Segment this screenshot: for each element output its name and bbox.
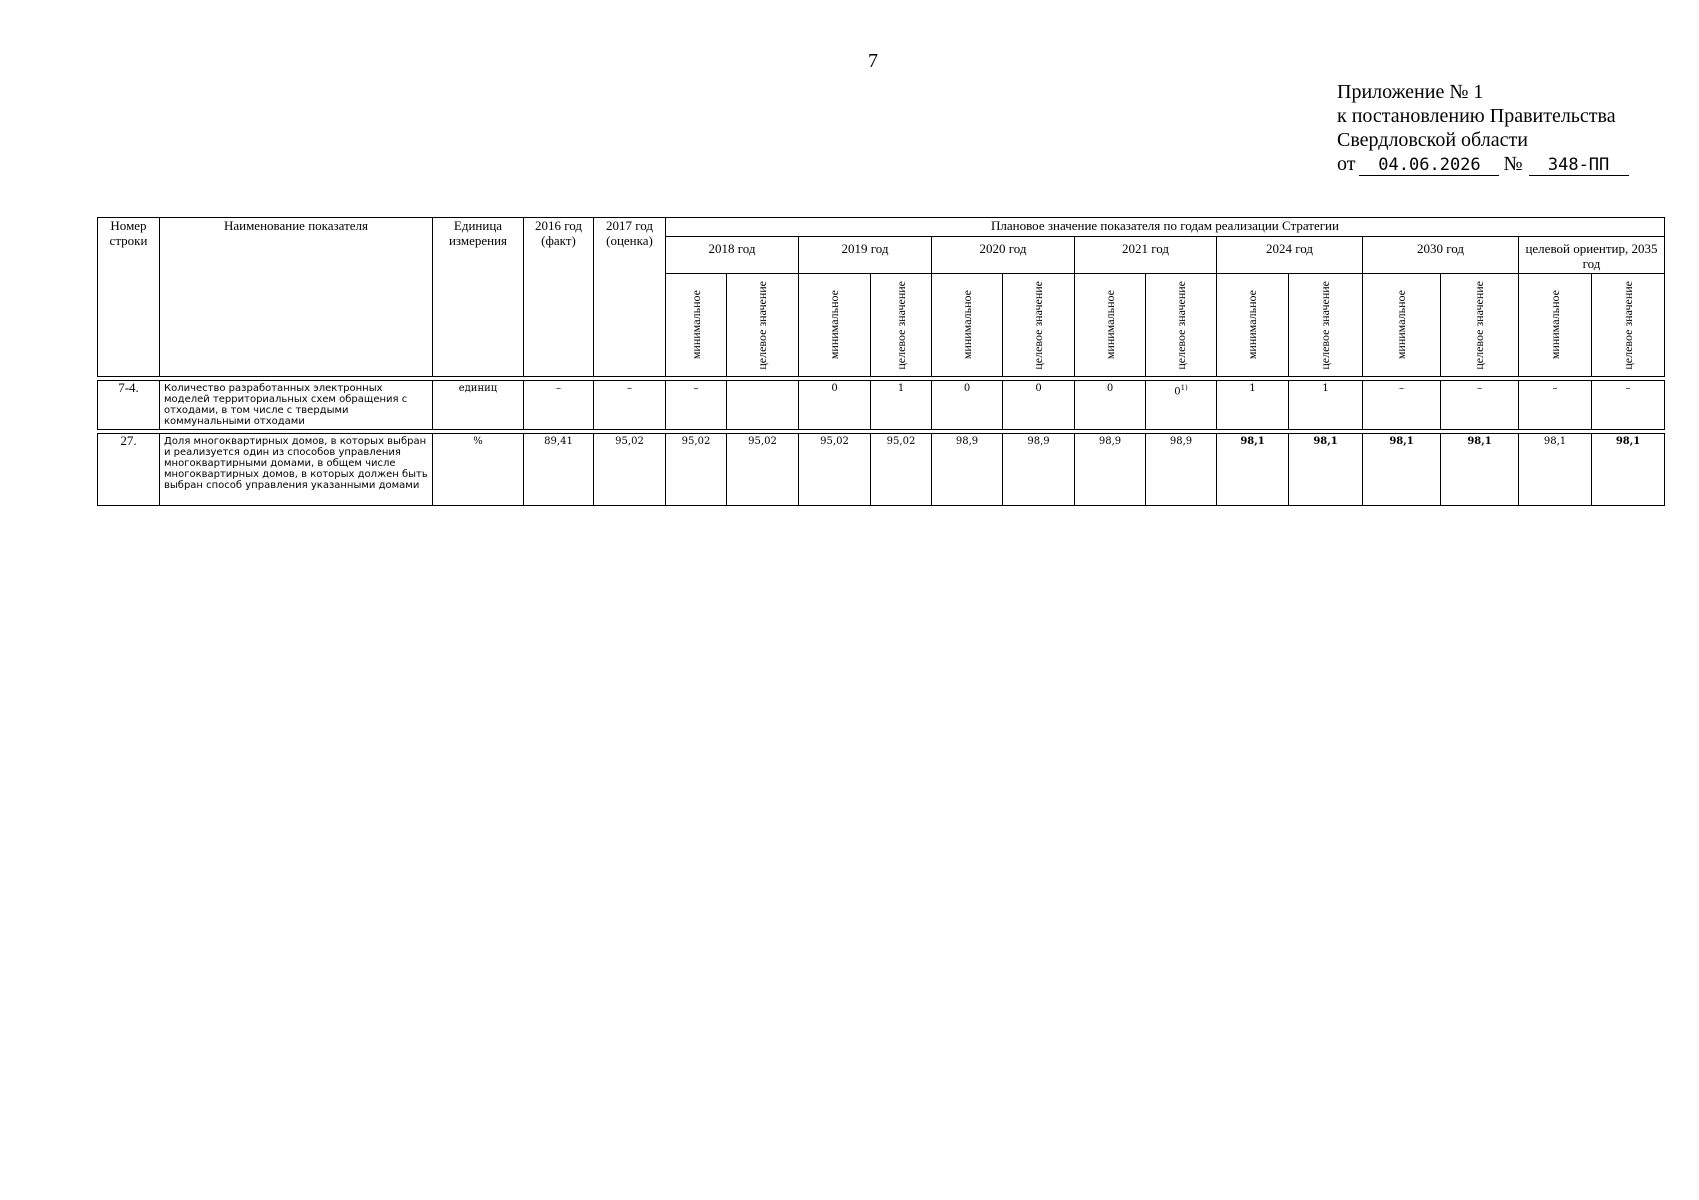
header-year-2020: 2020 год xyxy=(932,237,1075,274)
value-cell: 98,1 xyxy=(1441,434,1519,506)
table-row xyxy=(98,434,1665,506)
value-cell: 98,9 xyxy=(1075,434,1146,506)
value-cell: 0 xyxy=(1075,381,1146,430)
header-row-number: Номер строки xyxy=(98,218,160,377)
subheader-target: целевое значение xyxy=(1146,274,1217,377)
value-cell: 95,02 xyxy=(666,434,727,506)
indicator-name: Количество разработанных электронных моделей территориальных схем обращения с отходами, в том числе с твердыми коммунальными отходами xyxy=(160,381,433,430)
value-cell: 98,1 xyxy=(1519,434,1592,506)
value-cell-with-footnote: 0$^{1)}$ xyxy=(1146,381,1217,430)
header-year-2021: 2021 год xyxy=(1075,237,1217,274)
subheader-min: минимальное xyxy=(1363,274,1441,377)
row-number: 7-4. xyxy=(98,381,160,430)
value-cell: – xyxy=(1519,381,1592,430)
value-cell: 95,02 xyxy=(727,434,799,506)
date-prefix: от xyxy=(1337,153,1356,175)
value-cell: 98,1 xyxy=(1592,434,1665,506)
value-cell: 98,9 xyxy=(1146,434,1217,506)
row-number: 27. xyxy=(98,434,160,506)
number-prefix: № xyxy=(1503,153,1523,175)
appendix-date-line xyxy=(1337,152,1629,176)
value-cell: 98,1 xyxy=(1217,434,1289,506)
value-cell: 98,9 xyxy=(1003,434,1075,506)
appendix-title: Приложение № 1 xyxy=(1337,81,1484,103)
header-2016: 2016 год (факт) xyxy=(524,218,594,377)
indicator-name: Доля многоквартирных домов, в которых выбран и реализуется один из способов управления многоквартирными домами, в общем числе многоквартирных домов, в которых должен быть выбран способ управления указанными домами xyxy=(160,434,433,506)
value-2016: 89,41 xyxy=(524,434,594,506)
value-cell: 1 xyxy=(1217,381,1289,430)
header-year-2030: 2030 год xyxy=(1363,237,1519,274)
subheader-target: целевое значение xyxy=(871,274,932,377)
subheader-min: минимальное xyxy=(1075,274,1146,377)
value-cell xyxy=(727,381,799,430)
header-plan: Плановое значение показателя по годам реализации Стратегии xyxy=(666,218,1665,237)
subheader-target: целевое значение xyxy=(1003,274,1075,377)
unit-cell: единиц xyxy=(433,381,524,430)
header-year-2019: 2019 год xyxy=(799,237,932,274)
value-cell: 1 xyxy=(871,381,932,430)
header-year-2024: 2024 год xyxy=(1217,237,1363,274)
header-2017: 2017 год (оценка) xyxy=(594,218,666,377)
value-cell: 98,1 xyxy=(1289,434,1363,506)
appendix-resolution: к постановлению Правительства xyxy=(1337,105,1616,127)
resolution-number: 348-ПП xyxy=(1529,155,1629,176)
subheader-target: целевое значение xyxy=(1441,274,1519,377)
value-cell: 98,9 xyxy=(932,434,1003,506)
indicators-table xyxy=(97,217,1665,506)
subheader-min: минимальное xyxy=(1217,274,1289,377)
value-cell: 95,02 xyxy=(799,434,871,506)
subheader-min: минимальное xyxy=(1519,274,1592,377)
value-cell: 0 xyxy=(799,381,871,430)
value-cell: 98,1 xyxy=(1363,434,1441,506)
subheader-target: целевое значение xyxy=(727,274,799,377)
page-number: 7 xyxy=(868,50,878,72)
value-cell: – xyxy=(1441,381,1519,430)
appendix-region: Свердловской области xyxy=(1337,129,1528,151)
value-cell: – xyxy=(1363,381,1441,430)
subheader-min: минимальное xyxy=(799,274,871,377)
value-2016: – xyxy=(524,381,594,430)
value-cell: 95,02 xyxy=(871,434,932,506)
appendix-header xyxy=(1337,80,1629,176)
unit-cell: % xyxy=(433,434,524,506)
value-2017: – xyxy=(594,381,666,430)
value-cell: – xyxy=(666,381,727,430)
footnote-mark: 1) xyxy=(1180,384,1188,392)
subheader-min: минимальное xyxy=(666,274,727,377)
table-row xyxy=(98,381,1665,430)
value-2017: 95,02 xyxy=(594,434,666,506)
header-year-2018: 2018 год xyxy=(666,237,799,274)
value-cell: 0 xyxy=(932,381,1003,430)
resolution-date: 04.06.2026 xyxy=(1359,155,1499,176)
header-unit: Единица измерения xyxy=(433,218,524,377)
value-cell: 0 xyxy=(1003,381,1075,430)
subheader-min: минимальное xyxy=(932,274,1003,377)
value-cell: 1 xyxy=(1289,381,1363,430)
header-name: Наименование показателя xyxy=(160,218,433,377)
header-year-2035: целевой ориентир, 2035 год xyxy=(1519,237,1665,274)
subheader-target: целевое значение xyxy=(1289,274,1363,377)
value-cell: – xyxy=(1592,381,1665,430)
subheader-target: целевое значение xyxy=(1592,274,1665,377)
